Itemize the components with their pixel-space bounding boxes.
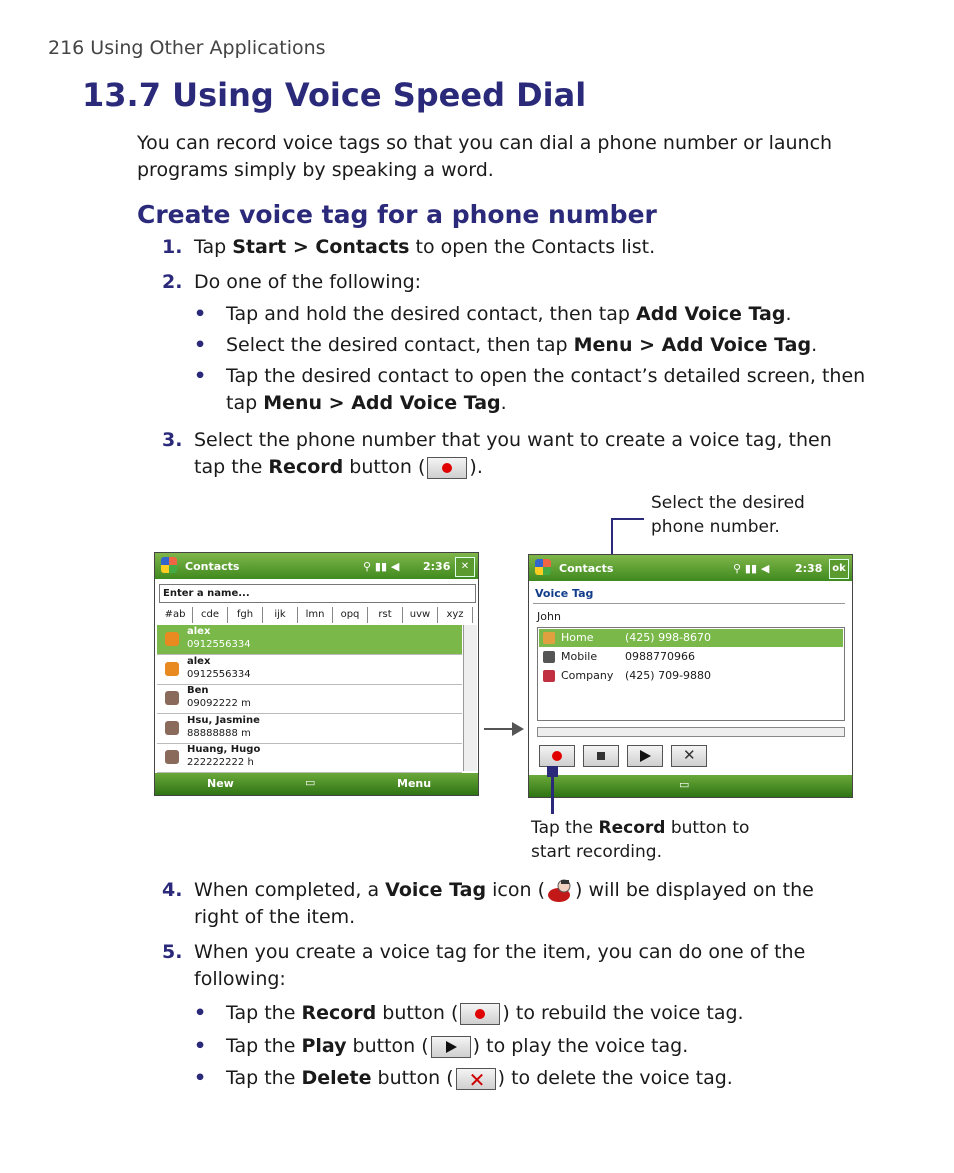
contact-name: Ben: [187, 685, 209, 696]
step-text: Tap: [194, 236, 233, 258]
contacts-screen: [154, 552, 479, 796]
home-icon: [543, 632, 555, 644]
alpha-tab[interactable]: opq: [333, 607, 368, 623]
step-text: Select the phone number that you want to create a voice tag, then tap the: [194, 429, 832, 478]
contact-name: alex: [187, 655, 211, 667]
contact-number: 88888888 m: [187, 727, 251, 739]
section-title: 13.7 Using Voice Speed Dial: [82, 76, 587, 114]
contact-number: 0912556334: [187, 668, 251, 680]
step-number: 4.: [162, 879, 183, 901]
step-text: button (: [343, 456, 426, 478]
soft-key-bar: [529, 775, 852, 797]
company-icon: [543, 670, 555, 682]
callout-line: [612, 518, 644, 520]
bullet-bold: Menu > Add Voice Tag: [263, 392, 501, 414]
contact-row[interactable]: [157, 684, 462, 714]
close-button[interactable]: ✕: [455, 557, 475, 577]
soft-key-bar: [155, 773, 478, 795]
bullet-bold: Record: [301, 1002, 377, 1024]
contact-name: alex: [187, 626, 211, 637]
contact-icon: [165, 691, 179, 705]
step-bold: Record: [268, 456, 344, 478]
scrollbar[interactable]: [463, 625, 477, 771]
alpha-tab[interactable]: uvw: [403, 607, 438, 623]
bullet-text: .: [811, 334, 818, 356]
phone-label: Company: [561, 669, 614, 682]
step-bold: Voice Tag: [385, 879, 487, 901]
alpha-tab[interactable]: ijk: [263, 607, 298, 623]
bullet-text: ) to play the voice tag.: [472, 1035, 689, 1057]
step-number: 2.: [162, 271, 183, 293]
contact-number: 222222222 h: [187, 757, 254, 768]
step-number: 3.: [162, 429, 183, 451]
arrow-head-icon: [512, 722, 524, 736]
bullet-text: Tap the: [226, 1035, 302, 1057]
callout-record: [531, 816, 761, 864]
alpha-tab[interactable]: #ab: [158, 607, 193, 623]
delete-button-icon: ✕: [456, 1068, 496, 1090]
bullet-text: Tap the: [226, 1067, 302, 1089]
step-text: When completed, a: [194, 879, 386, 901]
alpha-tab[interactable]: fgh: [228, 607, 263, 623]
keyboard-icon[interactable]: ▭: [305, 776, 316, 789]
voice-tag-screen: [528, 554, 853, 798]
callout-text: Tap the: [531, 818, 599, 838]
contact-icon: [165, 721, 179, 735]
keyboard-icon[interactable]: ▭: [679, 778, 690, 791]
contact-number: 09092222 m: [187, 698, 251, 709]
phone-label: Mobile: [561, 650, 598, 663]
phone-number-row[interactable]: [539, 629, 843, 647]
bullet-bold: Add Voice Tag: [636, 303, 786, 325]
bullet-text: Tap the: [226, 1002, 302, 1024]
contact-row[interactable]: [157, 655, 462, 685]
play-button[interactable]: [627, 745, 663, 767]
bullet-dot: •: [194, 1002, 207, 1024]
bullet-text: .: [785, 303, 792, 325]
alpha-tab[interactable]: lmn: [298, 607, 333, 623]
step-text: When you create a voice tag for the item, you can do one of the following:: [194, 941, 806, 990]
divider: [533, 603, 845, 604]
contact-icon: [165, 750, 179, 764]
contact-row[interactable]: [157, 743, 462, 773]
bullet-text: ) to rebuild the voice tag.: [502, 1002, 744, 1024]
contact-icon: [165, 662, 179, 676]
title-bar: [529, 555, 852, 581]
clock: 2:36: [423, 560, 451, 573]
screen-title: Contacts: [185, 560, 240, 573]
ok-button[interactable]: ok: [829, 559, 849, 579]
arrow-line: [484, 728, 514, 730]
play-button-icon: [431, 1036, 471, 1058]
bullet-dot: •: [194, 1035, 207, 1057]
phone-number: (425) 998-8670: [625, 631, 712, 644]
contact-name: John: [537, 610, 561, 623]
record-button-icon: [460, 1003, 500, 1025]
start-flag-icon[interactable]: [535, 559, 551, 575]
phone-number: 0988770966: [625, 650, 695, 663]
delete-button[interactable]: ✕: [671, 745, 707, 767]
bullet-text: Select the desired contact, then tap: [226, 334, 574, 356]
bullet-text: button (: [376, 1002, 459, 1024]
record-button-icon: [427, 457, 467, 479]
bullet-text: Tap and hold the desired contact, then tap: [226, 303, 637, 325]
screen-title: Contacts: [559, 562, 614, 575]
step-text: Do one of the following:: [194, 271, 422, 293]
record-button[interactable]: [539, 745, 575, 767]
mobile-icon: [543, 651, 555, 663]
callout-select-number: Select the desired phone number.: [651, 493, 805, 537]
step-number: 5.: [162, 941, 183, 963]
search-input[interactable]: Enter a name...: [159, 584, 476, 603]
number-list: [537, 627, 845, 721]
phone-number-row[interactable]: [539, 667, 843, 685]
callout-bold: Record: [598, 818, 666, 838]
bullet-bold: Menu > Add Voice Tag: [573, 334, 812, 356]
alpha-tab[interactable]: rst: [368, 607, 403, 623]
phone-number: (425) 709-9880: [625, 669, 712, 682]
status-icons: ⚲ ▮▮ ◀: [363, 560, 400, 573]
clock: 2:38: [795, 562, 823, 575]
bullet-dot: •: [194, 303, 207, 325]
callout-marker: [547, 766, 558, 777]
page-header: 216 Using Other Applications: [48, 37, 326, 59]
contact-icon: [165, 632, 179, 646]
title-bar: [155, 553, 478, 579]
start-flag-icon[interactable]: [161, 557, 177, 573]
contact-row[interactable]: [157, 625, 462, 655]
status-icons: ⚲ ▮▮ ◀: [733, 562, 770, 575]
bullet-bold: Delete: [301, 1067, 372, 1089]
bullet-bold: Play: [301, 1035, 347, 1057]
bullet-dot: •: [194, 365, 207, 387]
bullet-dot: •: [194, 334, 207, 356]
step-number: 1.: [162, 236, 183, 258]
soft-key-menu[interactable]: Menu: [397, 777, 432, 790]
callout-text: button to start recording.: [531, 818, 750, 862]
bullet-text: .: [500, 392, 507, 414]
contact-name: Hsu, Jasmine: [187, 714, 260, 726]
bullet-text: button (: [371, 1067, 454, 1089]
step-text: ) will be displayed on the right of the item.: [194, 879, 814, 928]
voice-tag-heading: Voice Tag: [535, 587, 594, 600]
progress-bar: [537, 727, 845, 737]
contact-number: 0912556334: [187, 639, 251, 650]
bullet-text: ) to delete the voice tag.: [497, 1067, 733, 1089]
bullet-dot: •: [194, 1067, 207, 1089]
soft-key-new[interactable]: New: [207, 777, 234, 790]
contact-name: Huang, Hugo: [187, 744, 261, 755]
phone-number-row[interactable]: [539, 648, 843, 666]
alpha-tab[interactable]: xyz: [438, 607, 473, 623]
voice-tag-icon: [545, 878, 575, 904]
alpha-tab[interactable]: cde: [193, 607, 228, 623]
step-bold: Start > Contacts: [232, 236, 410, 258]
step-text: to open the Contacts list.: [409, 236, 656, 258]
contact-row[interactable]: [157, 714, 462, 744]
phone-label: Home: [561, 631, 594, 644]
step-text: ).: [469, 456, 483, 478]
stop-button[interactable]: [583, 745, 619, 767]
bullet-text: Tap the desired contact to open the contact’s detailed screen, then tap: [226, 365, 866, 414]
bullet-text: button (: [346, 1035, 429, 1057]
subsection-title: Create voice tag for a phone number: [137, 200, 657, 229]
intro-paragraph: You can record voice tags so that you can dial a phone number or launch programs simply by speaking a word.: [137, 132, 833, 181]
step-text: icon (: [486, 879, 545, 901]
